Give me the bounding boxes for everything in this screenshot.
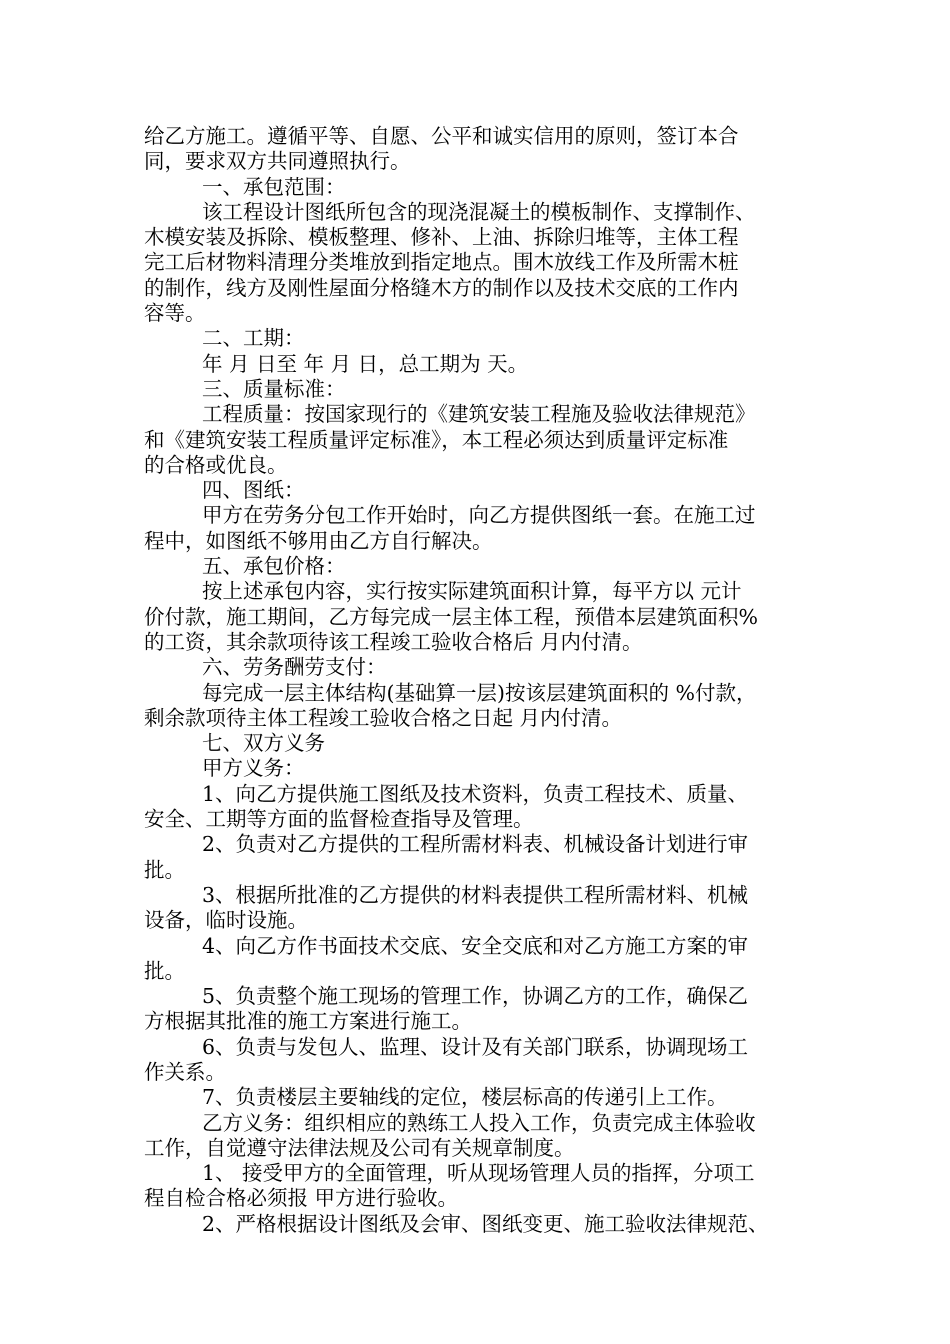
document-paragraph (144, 1009, 824, 1034)
document-paragraph (144, 832, 824, 857)
paragraph-line: 1、向乙方提供施工图纸及技术资料，负责工程技术、质量、 (202, 781, 749, 806)
document-paragraph (144, 1161, 824, 1186)
document-paragraph (144, 883, 824, 908)
document-paragraph (144, 554, 824, 579)
paragraph-line: 该工程设计图纸所包含的现浇混凝土的模板制作、支撑制作、 (202, 199, 756, 224)
paragraph-line: 4、向乙方作书面技术交底、安全交底和对乙方施工方案的审 (202, 933, 749, 958)
document-paragraph (144, 1085, 824, 1110)
paragraph-line: 3、根据所批准的乙方提供的材料表提供工程所需材料、机械 (202, 882, 749, 907)
paragraph-line: 设备，临时设施。 (144, 908, 308, 933)
document-paragraph (144, 782, 824, 807)
paragraph-line: 的制作，线方及刚性屋面分格缝木方的制作以及技术交底的工作内 (144, 275, 739, 300)
paragraph-line: 批。 (144, 857, 185, 882)
document-paragraph (144, 428, 824, 479)
paragraph-line: 工作，自觉遵守法律法规及公司有关规章制度。 (144, 1135, 575, 1160)
document-paragraph (144, 352, 824, 377)
paragraph-line: 完工后材物料清理分类堆放到指定地点。围木放线工作及所需木桩 (144, 250, 739, 275)
document-paragraph (144, 529, 824, 554)
document-body (144, 124, 824, 1237)
document-paragraph (144, 1035, 824, 1060)
paragraph-line: 六、劳务酬劳支付： (202, 655, 387, 680)
paragraph-line: 方根据其批准的施工方案进行施工。 (144, 1009, 472, 1034)
document-paragraph (144, 908, 824, 933)
paragraph-line: 每完成一层主体结构(基础算一层)按该层建筑面积的 %付款， (202, 680, 757, 705)
paragraph-line: 价付款，施工期间，乙方每完成一层主体工程，预借本层建筑面积% (144, 604, 758, 629)
document-paragraph (144, 1212, 824, 1237)
paragraph-line: 年 月 日至 年 月 日，总工期为 天。 (202, 351, 529, 376)
document-paragraph (144, 807, 824, 832)
paragraph-line: 剩余款项待主体工程竣工验收合格之日起 月内付清。 (144, 705, 623, 730)
paragraph-line: 6、负责与发包人、监理、设计及有关部门联系，协调现场工 (202, 1034, 749, 1059)
document-paragraph (144, 579, 824, 604)
paragraph-line: 二、工期： (202, 326, 305, 351)
paragraph-line: 按上述承包内容，实行按实际建筑面积计算，每平方以 元计 (202, 579, 742, 604)
paragraph-line: 的工资，其余款项待该工程竣工验收合格后 月内付清。 (144, 629, 643, 654)
paragraph-line: 1、 接受甲方的全面管理，听从现场管理人员的指挥，分项工 (202, 1161, 755, 1186)
paragraph-line: 三、质量标准： (202, 376, 346, 401)
document-paragraph (144, 605, 824, 656)
paragraph-line: 木模安装及拆除、模板整理、修补、上油、拆除归堆等，主体工程 (144, 225, 739, 250)
paragraph-line: 同，要求双方共同遵照执行。 (144, 149, 411, 174)
document-paragraph (144, 681, 824, 706)
document-paragraph (144, 731, 824, 756)
document-paragraph (144, 655, 824, 680)
paragraph-line: 7、负责楼层主要轴线的定位，楼层标高的传递引上工作。 (202, 1085, 728, 1110)
document-paragraph (144, 326, 824, 351)
paragraph-line: 甲方义务： (202, 756, 305, 781)
document-paragraph (144, 225, 824, 326)
paragraph-line: 甲方在劳务分包工作开始时，向乙方提供图纸一套。在施工过 (202, 503, 756, 528)
paragraph-line: 工程质量：按国家现行的《建筑安装工程施及验收法律规范》 (202, 402, 756, 427)
paragraph-line: 和《建筑安装工程质量评定标准》，本工程必须达到质量评定标准 (144, 427, 729, 452)
document-paragraph (144, 858, 824, 883)
paragraph-line: 的合格或优良。 (144, 452, 288, 477)
document-paragraph (144, 175, 824, 200)
document-paragraph (144, 706, 824, 731)
document-paragraph (144, 1060, 824, 1085)
paragraph-line: 容等。 (144, 301, 206, 326)
paragraph-line: 七、双方义务 (202, 731, 325, 756)
document-paragraph (144, 1111, 824, 1136)
paragraph-line: 安全、工期等方面的监督检查指导及管理。 (144, 807, 534, 832)
paragraph-line: 批。 (144, 958, 185, 983)
document-paragraph (144, 934, 824, 959)
document-paragraph (144, 402, 824, 427)
paragraph-line: 乙方义务：组织相应的熟练工人投入工作，负责完成主体验收 (202, 1110, 756, 1135)
paragraph-line: 2、负责对乙方提供的工程所需材料表、机械设备计划进行审 (202, 832, 749, 857)
paragraph-line: 5、负责整个施工现场的管理工作，协调乙方的工作，确保乙 (202, 984, 749, 1009)
paragraph-line: 作关系。 (144, 1059, 226, 1084)
document-paragraph (144, 124, 824, 175)
document-paragraph (144, 503, 824, 528)
paragraph-line: 程中，如图纸不够用由乙方自行解决。 (144, 528, 493, 553)
document-paragraph (144, 984, 824, 1009)
paragraph-line: 程自检合格必须报 甲方进行验收。 (144, 1186, 459, 1211)
paragraph-line: 四、图纸： (202, 478, 305, 503)
document-paragraph (144, 959, 824, 984)
paragraph-line: 五、承包价格： (202, 554, 346, 579)
document-paragraph (144, 1136, 824, 1161)
document-paragraph (144, 1186, 824, 1211)
paragraph-line: 给乙方施工。遵循平等、自愿、公平和诚实信用的原则，签订本合 (144, 124, 739, 148)
paragraph-line: 2、严格根据设计图纸及会审、图纸变更、施工验收法律规范、 (202, 1211, 769, 1236)
document-paragraph (144, 756, 824, 781)
document-paragraph (144, 478, 824, 503)
document-paragraph (144, 200, 824, 225)
document-paragraph (144, 377, 824, 402)
paragraph-line: 一、承包范围： (202, 174, 346, 199)
